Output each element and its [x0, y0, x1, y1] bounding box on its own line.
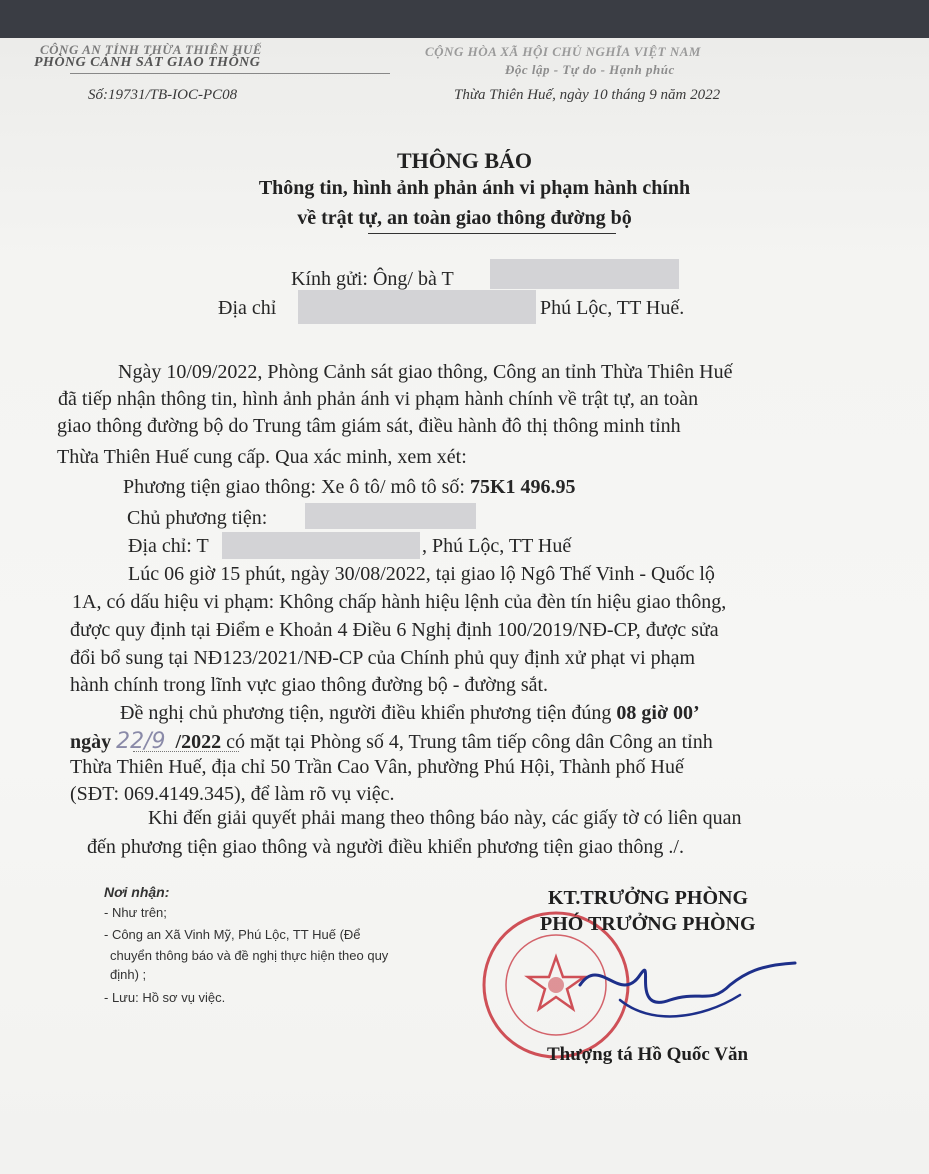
recipient-2-line1: - Công an Xã Vinh Mỹ, Phú Lộc, TT Huế (Để — [104, 927, 361, 942]
redacted-name — [490, 259, 679, 289]
recipient-3: - Lưu: Hồ sơ vụ việc. — [104, 990, 226, 1005]
para2-line2: 1A, có dấu hiệu vi phạm: Không chấp hành hiệu lệnh của đèn tín hiệu giao thông, — [72, 591, 727, 613]
para1-line1: Ngày 10/09/2022, Phòng Cảnh sát giao thông, Công an tỉnh Thừa Thiên Huế — [118, 361, 733, 383]
title-line-1: Thông tin, hình ảnh phản ánh vi phạm hành chính — [258, 177, 691, 199]
vehicle-plate: 75K1 496.95 — [469, 476, 576, 498]
recipients-heading: Nơi nhận: — [104, 884, 170, 900]
para4-line1: Khi đến giải quyết phải mang theo thông báo này, các giấy tờ có liên quan — [148, 807, 742, 829]
para2-line3: được quy định tại Điểm e Khoản 4 Điều 6 Nghị định 100/2019/NĐ-CP, được sửa — [70, 619, 719, 641]
header-underline — [70, 73, 390, 74]
country-name: CỘNG HÒA XÃ HỘI CHỦ NGHĨA VIỆT NAM — [425, 44, 701, 59]
photo-background — [0, 0, 929, 40]
para3-line4: (SĐT: 069.4149.345), để làm rõ vụ việc. — [70, 783, 395, 805]
appointment-time: 08 giờ 00’ — [616, 702, 700, 724]
address-label: Địa chỉ — [218, 297, 277, 319]
para1-line4: Thừa Thiên Huế cung cấp. Qua xác minh, xem xét: — [57, 446, 467, 468]
para3-line1: Đề nghị chủ phương tiện, người điều khiển phương tiện đúng 08 giờ 00’ — [120, 702, 700, 724]
document-title: THÔNG BÁO — [396, 148, 533, 173]
para2-line4: đổi bổ sung tại NĐ123/2021/NĐ-CP của Chính phủ quy định xử phạt vi phạm — [70, 647, 696, 669]
owner-label: Chủ phương tiện: — [127, 507, 268, 529]
redacted-owner-address — [222, 532, 420, 559]
para2-line1: Lúc 06 giờ 15 phút, ngày 30/08/2022, tại giao lộ Ngô Thế Vinh - Quốc lộ — [128, 563, 715, 585]
recipient-2-line3: định) ; — [110, 967, 147, 982]
para4-line2: đến phương tiện giao thông và người điều khiển phương tiện giao thông ./. — [87, 836, 684, 858]
para1-line2: đã tiếp nhận thông tin, hình ảnh phản ánh vi phạm hành chính về trật tự, an toàn — [58, 388, 699, 410]
address-tail: Phú Lộc, TT Huế. — [540, 297, 685, 319]
addressee-label: Kính gửi: Ông/ bà T — [291, 268, 454, 290]
owner-address-label: Địa chỉ: T — [128, 535, 209, 557]
department-name: PHÒNG CẢNH SÁT GIAO THÔNG — [34, 55, 261, 70]
redacted-address — [298, 290, 536, 324]
para1-line3: giao thông đường bộ do Trung tâm giám sát, điều hành đô thị thông minh tỉnh — [57, 415, 681, 437]
date-fill-line — [133, 751, 239, 752]
title-line-2: về trật tự, an toàn giao thông đường bộ — [297, 207, 632, 229]
vehicle-line: Phương tiện giao thông: Xe ô tô/ mô tô số: 75K1 496.95 — [123, 476, 576, 498]
signer-name: Thượng tá Hồ Quốc Văn — [547, 1044, 749, 1065]
handwritten-date: 22/9 — [116, 729, 166, 754]
motto: Độc lập - Tự do - Hạnh phúc — [505, 62, 675, 77]
recipient-2-line2: chuyển thông báo và đề nghị thực hiện theo quy — [110, 948, 389, 963]
para3-line2: ngày 22/9 /2022 có mặt tại Phòng số 4, Trung tâm tiếp công dân Công an tỉnh — [70, 729, 713, 754]
signer-title-kt: KT.TRƯỞNG PHÒNG — [548, 887, 748, 909]
title-underline — [368, 233, 616, 234]
para2-line5: hành chính trong lĩnh vực giao thông đường bộ - đường sắt. — [70, 674, 549, 696]
agency-name: CÔNG AN TỈNH THỪA THIÊN HUẾ — [40, 42, 263, 57]
signer-role: PHÓ TRƯỞNG PHÒNG — [540, 913, 756, 935]
place-date: Thừa Thiên Huế, ngày 10 tháng 9 năm 2022 — [454, 87, 721, 103]
owner-address-tail: , Phú Lộc, TT Huế — [422, 535, 572, 557]
document-number: Số:19731/TB-IOC-PC08 — [88, 87, 238, 103]
handwritten-signature — [560, 945, 800, 1035]
redacted-owner — [305, 503, 476, 529]
para3-line3: Thừa Thiên Huế, địa chỉ 50 Trần Cao Vân, phường Phú Hội, Thành phố Huế — [70, 756, 684, 778]
recipient-1: - Như trên; — [104, 905, 167, 920]
